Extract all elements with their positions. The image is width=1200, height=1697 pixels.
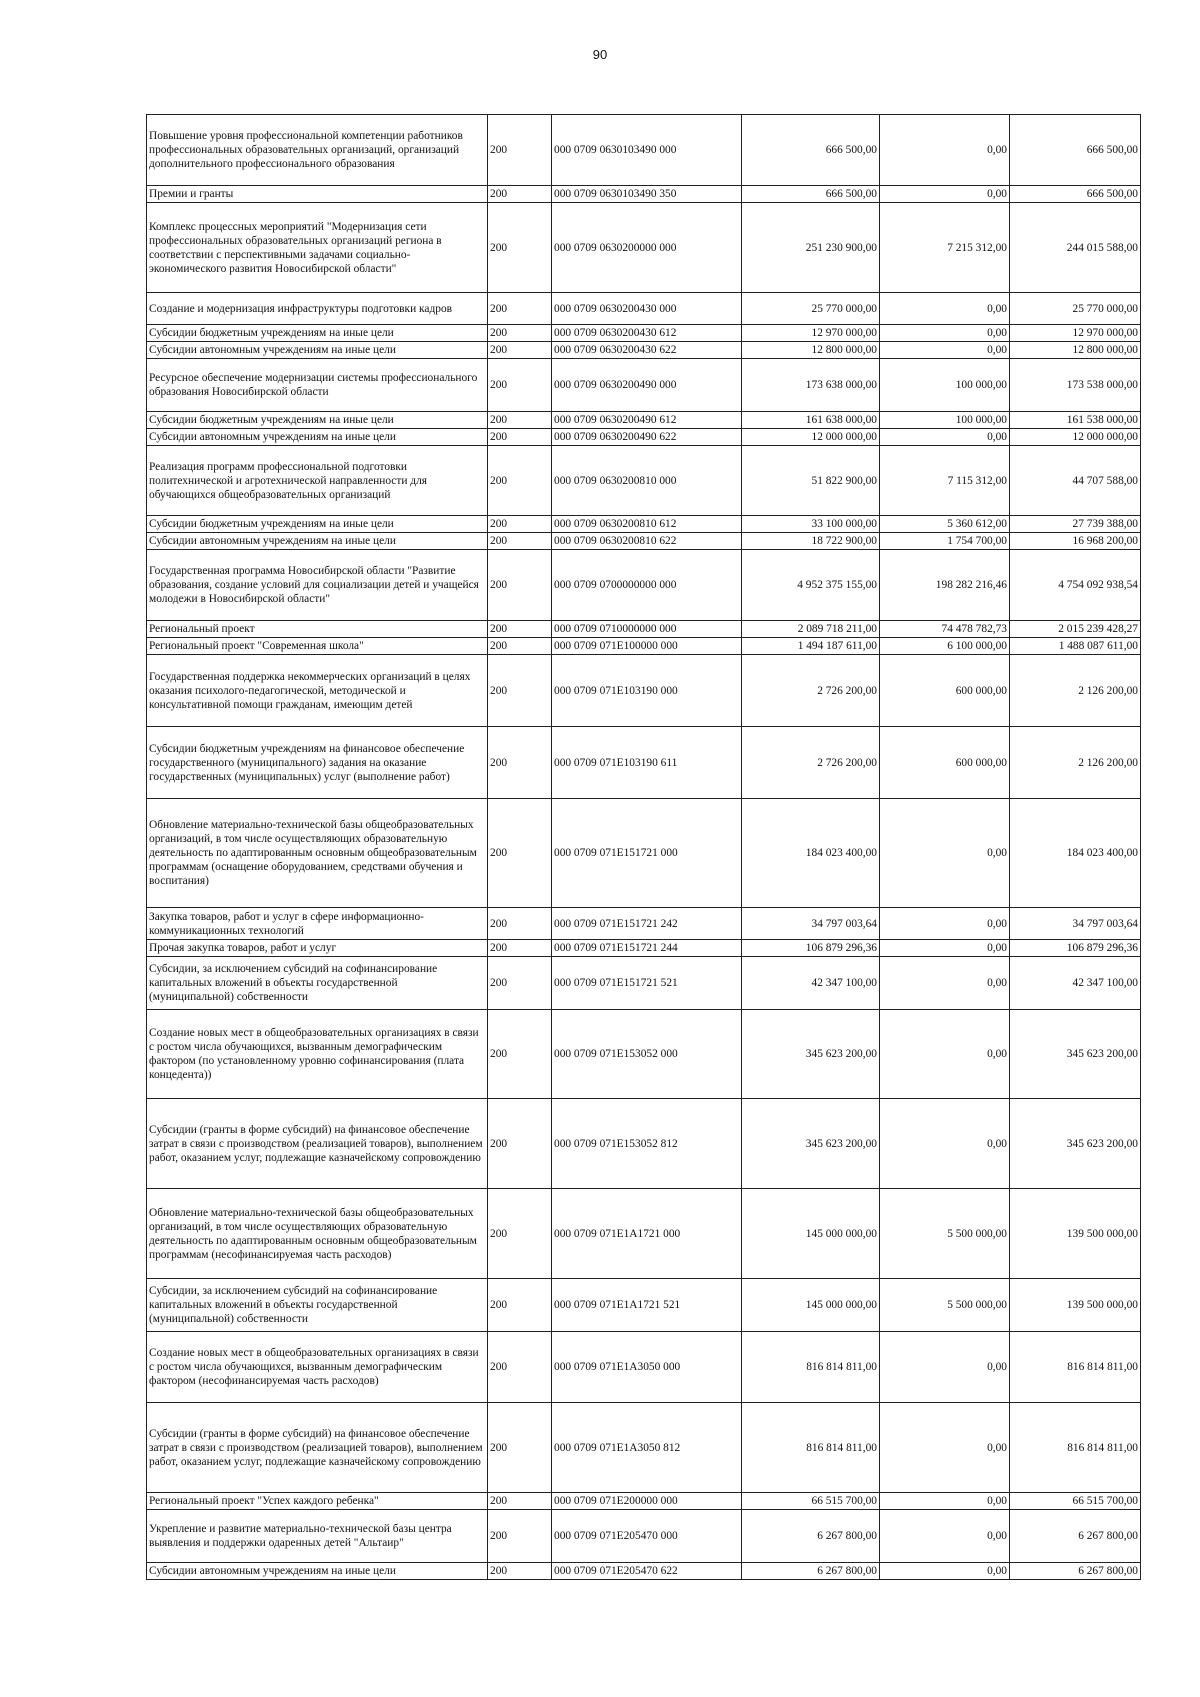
row-name: Региональный проект "Успех каждого ребенка" [147, 1493, 488, 1510]
row-admin-code: 200 [488, 429, 552, 446]
row-remainder-amount: 16 968 200,00 [1010, 533, 1141, 550]
row-approved-amount: 145 000 000,00 [742, 1279, 880, 1332]
row-budget-code: 000 0709 0630200490 622 [552, 429, 742, 446]
row-admin-code: 200 [488, 550, 552, 621]
row-name: Прочая закупка товаров, работ и услуг [147, 940, 488, 957]
row-name: Субсидии бюджетным учреждениям на иные цели [147, 412, 488, 429]
row-budget-code: 000 0709 071E1A3050 000 [552, 1332, 742, 1403]
row-name: Обновление материально-технической базы общеобразовательных организаций, в том числе осуществляющих образовательную деятельность по адаптированным основным общеобразовательным программам (оснащение оборудованием, средствами обучения и воспитания) [147, 799, 488, 908]
row-budget-code: 000 0709 0630200000 000 [552, 203, 742, 293]
row-name: Закупка товаров, работ и услуг в сфере информационно-коммуникационных технологий [147, 908, 488, 940]
row-executed-amount: 0,00 [880, 1010, 1010, 1099]
table-row [147, 1493, 1141, 1510]
row-approved-amount: 66 515 700,00 [742, 1493, 880, 1510]
row-name: Субсидии автономным учреждениям на иные цели [147, 429, 488, 446]
row-budget-code: 000 0709 0630103490 350 [552, 186, 742, 203]
row-remainder-amount: 666 500,00 [1010, 186, 1141, 203]
row-executed-amount: 0,00 [880, 1332, 1010, 1403]
row-executed-amount: 0,00 [880, 429, 1010, 446]
row-name: Государственная программа Новосибирской области "Развитие образования, создание условий для социализации детей и учащейся молодежи в Новосибирской области" [147, 550, 488, 621]
row-budget-code: 000 0709 0630200810 000 [552, 446, 742, 516]
budget-table [146, 114, 1141, 1580]
row-budget-code: 000 0709 071E151721 521 [552, 957, 742, 1010]
row-budget-code: 000 0709 0630200490 000 [552, 359, 742, 412]
row-executed-amount: 0,00 [880, 186, 1010, 203]
row-name: Субсидии автономным учреждениям на иные цели [147, 533, 488, 550]
row-budget-code: 000 0709 071E205470 622 [552, 1563, 742, 1580]
row-approved-amount: 1 494 187 611,00 [742, 638, 880, 655]
row-executed-amount: 7 115 312,00 [880, 446, 1010, 516]
row-budget-code: 000 0709 071E103190 611 [552, 727, 742, 799]
row-remainder-amount: 12 000 000,00 [1010, 429, 1141, 446]
table-row [147, 957, 1141, 1010]
row-approved-amount: 12 000 000,00 [742, 429, 880, 446]
row-approved-amount: 12 970 000,00 [742, 325, 880, 342]
table-row [147, 1010, 1141, 1099]
row-admin-code: 200 [488, 412, 552, 429]
row-remainder-amount: 2 015 239 428,27 [1010, 621, 1141, 638]
row-name: Субсидии (гранты в форме субсидий) на финансовое обеспечение затрат в связи с производством (реализацией товаров), выполнением работ, оказанием услуг, подлежащие казначейскому сопровождению [147, 1403, 488, 1493]
row-approved-amount: 2 726 200,00 [742, 727, 880, 799]
row-name: Комплекс процессных мероприятий "Модернизация сети профессиональных образовательных организаций региона в соответствии с перспективными задачами социально-экономического развития Новосибирской области" [147, 203, 488, 293]
row-approved-amount: 666 500,00 [742, 115, 880, 186]
row-remainder-amount: 345 623 200,00 [1010, 1099, 1141, 1189]
table-row [147, 203, 1141, 293]
row-budget-code: 000 0709 071E151721 000 [552, 799, 742, 908]
row-executed-amount: 0,00 [880, 1510, 1010, 1563]
table-row [147, 1189, 1141, 1279]
row-name: Субсидии бюджетным учреждениям на иные цели [147, 325, 488, 342]
row-approved-amount: 6 267 800,00 [742, 1510, 880, 1563]
row-approved-amount: 345 623 200,00 [742, 1099, 880, 1189]
row-remainder-amount: 816 814 811,00 [1010, 1332, 1141, 1403]
row-remainder-amount: 12 970 000,00 [1010, 325, 1141, 342]
row-admin-code: 200 [488, 186, 552, 203]
table-row [147, 1099, 1141, 1189]
row-budget-code: 000 0709 0630200430 612 [552, 325, 742, 342]
row-admin-code: 200 [488, 1189, 552, 1279]
table-row [147, 342, 1141, 359]
table-row [147, 186, 1141, 203]
row-remainder-amount: 42 347 100,00 [1010, 957, 1141, 1010]
table-row [147, 1332, 1141, 1403]
row-approved-amount: 2 726 200,00 [742, 655, 880, 727]
row-admin-code: 200 [488, 1279, 552, 1332]
row-name: Субсидии бюджетным учреждениям на финансовое обеспечение государственного (муниципального) задания на оказание государственных (муниципальных) услуг (выполнение работ) [147, 727, 488, 799]
row-executed-amount: 0,00 [880, 940, 1010, 957]
row-executed-amount: 600 000,00 [880, 655, 1010, 727]
table-row [147, 621, 1141, 638]
row-remainder-amount: 4 754 092 938,54 [1010, 550, 1141, 621]
row-admin-code: 200 [488, 1010, 552, 1099]
row-name: Региональный проект "Современная школа" [147, 638, 488, 655]
row-executed-amount: 198 282 216,46 [880, 550, 1010, 621]
row-remainder-amount: 184 023 400,00 [1010, 799, 1141, 908]
page-number: 90 [592, 47, 608, 62]
row-approved-amount: 33 100 000,00 [742, 516, 880, 533]
row-budget-code: 000 0709 071E153052 812 [552, 1099, 742, 1189]
row-approved-amount: 6 267 800,00 [742, 1563, 880, 1580]
row-approved-amount: 42 347 100,00 [742, 957, 880, 1010]
row-admin-code: 200 [488, 1099, 552, 1189]
row-remainder-amount: 2 126 200,00 [1010, 655, 1141, 727]
row-admin-code: 200 [488, 325, 552, 342]
row-remainder-amount: 66 515 700,00 [1010, 1493, 1141, 1510]
row-remainder-amount: 34 797 003,64 [1010, 908, 1141, 940]
row-admin-code: 200 [488, 1403, 552, 1493]
row-admin-code: 200 [488, 1493, 552, 1510]
table-row [147, 359, 1141, 412]
row-name: Региональный проект [147, 621, 488, 638]
row-remainder-amount: 2 126 200,00 [1010, 727, 1141, 799]
row-name: Реализация программ профессиональной подготовки политехнической и агротехнической направленности для обучающихся общеобразовательных организаций [147, 446, 488, 516]
table-row [147, 293, 1141, 325]
table-row [147, 446, 1141, 516]
row-approved-amount: 4 952 375 155,00 [742, 550, 880, 621]
table-row [147, 908, 1141, 940]
row-budget-code: 000 0709 0630200490 612 [552, 412, 742, 429]
row-budget-code: 000 0709 071E153052 000 [552, 1010, 742, 1099]
row-executed-amount: 5 360 612,00 [880, 516, 1010, 533]
row-executed-amount: 100 000,00 [880, 412, 1010, 429]
row-approved-amount: 173 638 000,00 [742, 359, 880, 412]
row-name: Субсидии (гранты в форме субсидий) на финансовое обеспечение затрат в связи с производством (реализацией товаров), выполнением работ, оказанием услуг, подлежащие казначейскому сопровождению [147, 1099, 488, 1189]
row-admin-code: 200 [488, 516, 552, 533]
table-row [147, 325, 1141, 342]
table-row [147, 1403, 1141, 1493]
row-approved-amount: 106 879 296,36 [742, 940, 880, 957]
row-remainder-amount: 173 538 000,00 [1010, 359, 1141, 412]
row-admin-code: 200 [488, 293, 552, 325]
row-admin-code: 200 [488, 655, 552, 727]
row-executed-amount: 5 500 000,00 [880, 1189, 1010, 1279]
row-executed-amount: 0,00 [880, 325, 1010, 342]
row-approved-amount: 51 822 900,00 [742, 446, 880, 516]
row-budget-code: 000 0709 0630200810 622 [552, 533, 742, 550]
row-admin-code: 200 [488, 799, 552, 908]
row-budget-code: 000 0709 0710000000 000 [552, 621, 742, 638]
table-row [147, 412, 1141, 429]
row-remainder-amount: 161 538 000,00 [1010, 412, 1141, 429]
row-executed-amount: 0,00 [880, 1099, 1010, 1189]
row-remainder-amount: 106 879 296,36 [1010, 940, 1141, 957]
table-row [147, 533, 1141, 550]
row-admin-code: 200 [488, 638, 552, 655]
row-executed-amount: 0,00 [880, 342, 1010, 359]
row-admin-code: 200 [488, 908, 552, 940]
row-executed-amount: 0,00 [880, 1403, 1010, 1493]
row-name: Субсидии автономным учреждениям на иные цели [147, 342, 488, 359]
row-approved-amount: 251 230 900,00 [742, 203, 880, 293]
row-name: Укрепление и развитие материально-технической базы центра выявления и поддержки одаренных детей "Альтаир" [147, 1510, 488, 1563]
row-remainder-amount: 816 814 811,00 [1010, 1403, 1141, 1493]
row-name: Субсидии бюджетным учреждениям на иные цели [147, 516, 488, 533]
row-executed-amount: 0,00 [880, 1563, 1010, 1580]
table-row [147, 1279, 1141, 1332]
row-executed-amount: 5 500 000,00 [880, 1279, 1010, 1332]
row-remainder-amount: 666 500,00 [1010, 115, 1141, 186]
row-remainder-amount: 44 707 588,00 [1010, 446, 1141, 516]
row-executed-amount: 0,00 [880, 293, 1010, 325]
row-name: Премии и гранты [147, 186, 488, 203]
row-budget-code: 000 0709 0630200810 612 [552, 516, 742, 533]
row-budget-code: 000 0709 071E1A3050 812 [552, 1403, 742, 1493]
row-admin-code: 200 [488, 1510, 552, 1563]
row-approved-amount: 2 089 718 211,00 [742, 621, 880, 638]
row-remainder-amount: 25 770 000,00 [1010, 293, 1141, 325]
row-executed-amount: 0,00 [880, 115, 1010, 186]
row-name: Обновление материально-технической базы общеобразовательных организаций, в том числе осуществляющих образовательную деятельность по адаптированным основным общеобразовательным программам (несофинансируемая часть расходов) [147, 1189, 488, 1279]
row-approved-amount: 816 814 811,00 [742, 1332, 880, 1403]
row-name: Субсидии, за исключением субсидий на софинансирование капитальных вложений в объекты государственной (муниципальной) собственности [147, 957, 488, 1010]
table-row [147, 727, 1141, 799]
row-approved-amount: 25 770 000,00 [742, 293, 880, 325]
row-remainder-amount: 345 623 200,00 [1010, 1010, 1141, 1099]
row-remainder-amount: 6 267 800,00 [1010, 1563, 1141, 1580]
row-remainder-amount: 12 800 000,00 [1010, 342, 1141, 359]
row-admin-code: 200 [488, 446, 552, 516]
row-admin-code: 200 [488, 533, 552, 550]
row-executed-amount: 0,00 [880, 908, 1010, 940]
row-name: Повышение уровня профессиональной компетенции работников профессиональных образовательных организаций, организаций дополнительного профессионального образования [147, 115, 488, 186]
table-row [147, 429, 1141, 446]
row-approved-amount: 18 722 900,00 [742, 533, 880, 550]
row-admin-code: 200 [488, 1563, 552, 1580]
row-remainder-amount: 27 739 388,00 [1010, 516, 1141, 533]
row-budget-code: 000 0709 0630200430 000 [552, 293, 742, 325]
row-name: Государственная поддержка некоммерческих организаций в целях оказания психолого-педагогической, методической и консультативной помощи гражданам, имеющим детей [147, 655, 488, 727]
row-budget-code: 000 0709 071E1A1721 521 [552, 1279, 742, 1332]
row-remainder-amount: 139 500 000,00 [1010, 1189, 1141, 1279]
table-row [147, 516, 1141, 533]
row-remainder-amount: 6 267 800,00 [1010, 1510, 1141, 1563]
row-executed-amount: 1 754 700,00 [880, 533, 1010, 550]
row-admin-code: 200 [488, 1332, 552, 1403]
row-budget-code: 000 0709 071E103190 000 [552, 655, 742, 727]
row-approved-amount: 34 797 003,64 [742, 908, 880, 940]
row-executed-amount: 6 100 000,00 [880, 638, 1010, 655]
row-name: Создание новых мест в общеобразовательных организациях в связи с ростом числа обучающихся, вызванным демографическим фактором (несофинансируемая часть расходов) [147, 1332, 488, 1403]
row-budget-code: 000 0709 0700000000 000 [552, 550, 742, 621]
row-executed-amount: 74 478 782,73 [880, 621, 1010, 638]
table-row [147, 1563, 1141, 1580]
row-admin-code: 200 [488, 359, 552, 412]
row-admin-code: 200 [488, 621, 552, 638]
row-admin-code: 200 [488, 115, 552, 186]
row-approved-amount: 345 623 200,00 [742, 1010, 880, 1099]
row-admin-code: 200 [488, 940, 552, 957]
row-remainder-amount: 1 488 087 611,00 [1010, 638, 1141, 655]
row-budget-code: 000 0709 071E1A1721 000 [552, 1189, 742, 1279]
row-budget-code: 000 0709 071E205470 000 [552, 1510, 742, 1563]
row-executed-amount: 0,00 [880, 799, 1010, 908]
row-remainder-amount: 139 500 000,00 [1010, 1279, 1141, 1332]
row-admin-code: 200 [488, 342, 552, 359]
table-row [147, 799, 1141, 908]
row-executed-amount: 100 000,00 [880, 359, 1010, 412]
row-approved-amount: 12 800 000,00 [742, 342, 880, 359]
row-budget-code: 000 0709 0630200430 622 [552, 342, 742, 359]
row-name: Ресурсное обеспечение модернизации системы профессионального образования Новосибирской области [147, 359, 488, 412]
row-budget-code: 000 0709 071E200000 000 [552, 1493, 742, 1510]
row-budget-code: 000 0709 071E151721 244 [552, 940, 742, 957]
row-approved-amount: 161 638 000,00 [742, 412, 880, 429]
row-name: Создание новых мест в общеобразовательных организациях в связи с ростом числа обучающихся, вызванным демографическим фактором (по установленному уровню софинансирования (плата концедента)) [147, 1010, 488, 1099]
row-executed-amount: 600 000,00 [880, 727, 1010, 799]
row-approved-amount: 184 023 400,00 [742, 799, 880, 908]
row-name: Субсидии автономным учреждениям на иные цели [147, 1563, 488, 1580]
table-row [147, 638, 1141, 655]
row-name: Субсидии, за исключением субсидий на софинансирование капитальных вложений в объекты государственной (муниципальной) собственности [147, 1279, 488, 1332]
row-budget-code: 000 0709 0630103490 000 [552, 115, 742, 186]
table-row [147, 1510, 1141, 1563]
row-budget-code: 000 0709 071E100000 000 [552, 638, 742, 655]
table-row [147, 940, 1141, 957]
row-remainder-amount: 244 015 588,00 [1010, 203, 1141, 293]
row-budget-code: 000 0709 071E151721 242 [552, 908, 742, 940]
row-name: Создание и модернизация инфраструктуры подготовки кадров [147, 293, 488, 325]
row-admin-code: 200 [488, 203, 552, 293]
table-row [147, 550, 1141, 621]
row-approved-amount: 145 000 000,00 [742, 1189, 880, 1279]
table-row [147, 655, 1141, 727]
row-executed-amount: 0,00 [880, 957, 1010, 1010]
row-executed-amount: 7 215 312,00 [880, 203, 1010, 293]
row-approved-amount: 816 814 811,00 [742, 1403, 880, 1493]
row-executed-amount: 0,00 [880, 1493, 1010, 1510]
row-admin-code: 200 [488, 957, 552, 1010]
row-approved-amount: 666 500,00 [742, 186, 880, 203]
table-row [147, 115, 1141, 186]
row-admin-code: 200 [488, 727, 552, 799]
